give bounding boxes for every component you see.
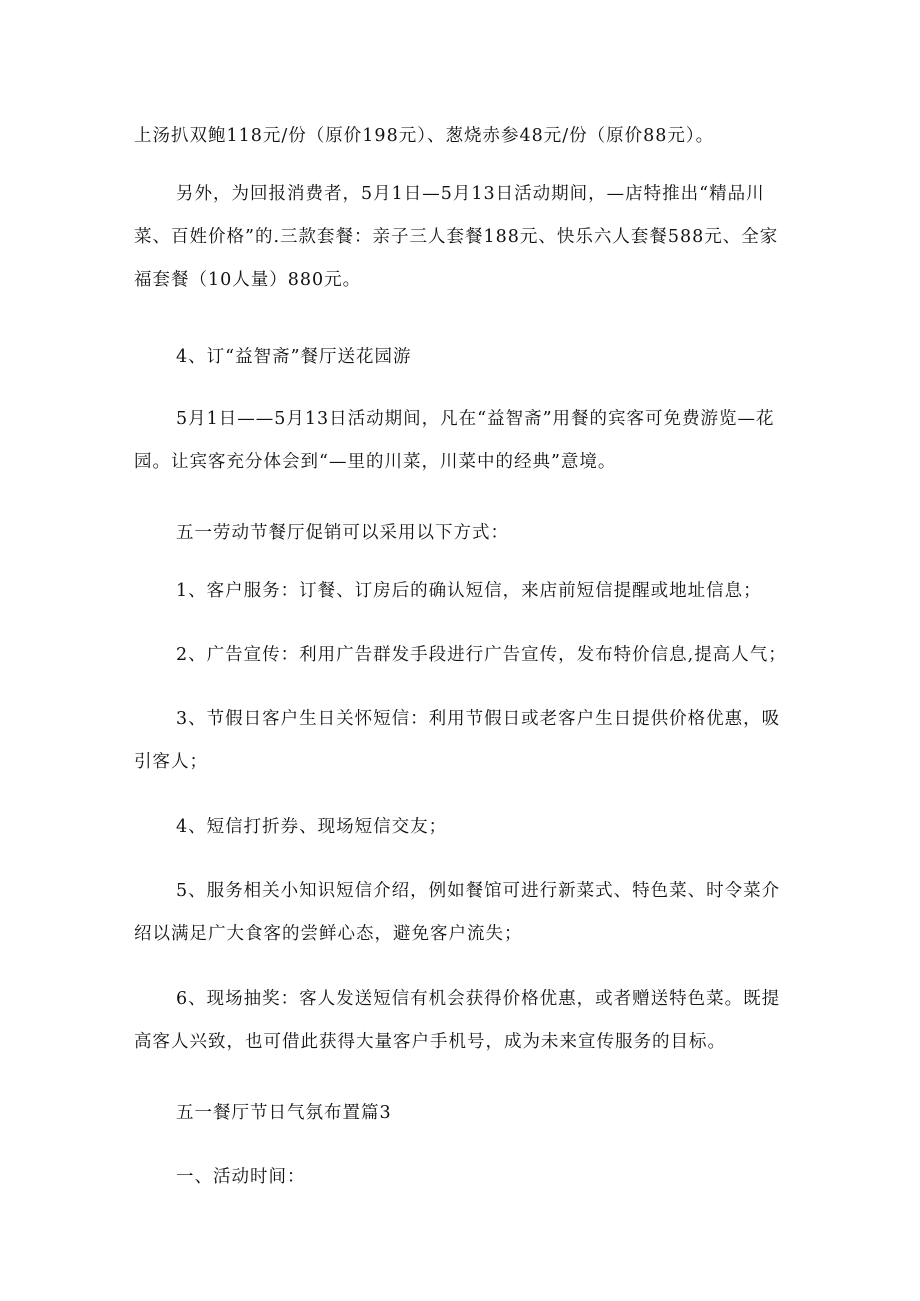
text-line: 一、活动时间： <box>176 1167 306 1187</box>
list-item-advertising <box>134 634 787 677</box>
section-heading-part3 <box>134 1092 784 1135</box>
text-line: 4、订“益智斋”餐厅送花园游 <box>176 347 412 367</box>
list-item-lottery <box>134 978 784 1064</box>
text-line: 5月1日——5月13日活动期间，凡在“益智斋”用餐的宾客可免费游览—花 <box>176 409 775 429</box>
text-line: 1、客户服务：订餐、订房后的确认短信，来店前短信提醒或地址信息； <box>176 581 762 601</box>
text-line: 高客人兴致，也可借此获得大量客户手机号，成为未来宣传服务的目标。 <box>134 1032 726 1052</box>
text-line: 6、现场抽奖：客人发送短信有机会获得价格优惠，或者赠送特色菜。既提 <box>176 989 781 1009</box>
text-line: 另外，为回报消费者，5月1日—5月13日活动期间，—店特推出“精品川 <box>176 184 765 204</box>
text-line: 绍以满足广大食客的尝鲜心态，避免客户流失； <box>134 924 523 944</box>
paragraph-promotion-intro <box>134 512 784 555</box>
text-line: 福套餐（10人量）880元。 <box>134 270 362 290</box>
text-line: 4、短信打折券、现场短信交友； <box>176 817 448 837</box>
text-line: 五一劳动节餐厅促销可以采用以下方式： <box>176 523 509 543</box>
paragraph-garden-tour <box>134 398 784 484</box>
text-line: 上汤扒双鲍118元/份（原价198元）、葱烧赤参48元/份（原价88元）。 <box>134 126 715 146</box>
list-item-holiday-care <box>134 698 784 784</box>
text-line: 五一餐厅节日气氛布置篇3 <box>176 1103 392 1123</box>
text-line: 2、广告宣传：利用广告群发手段进行广告宣传，发布特价信息,提高人气； <box>176 645 787 665</box>
paragraph-prices <box>134 115 784 158</box>
list-item-knowledge-sms <box>134 870 784 956</box>
list-item-customer-service <box>134 570 784 613</box>
text-line: 5、服务相关小知识短信介绍，例如餐馆可进行新菜式、特色菜、时令菜介 <box>176 881 781 901</box>
text-line: 菜、百姓价格”的.三款套餐：亲子三人套餐188元、快乐六人套餐588元、全家 <box>134 227 779 247</box>
section-heading-garden-tour <box>134 336 784 379</box>
text-line: 引客人； <box>134 752 208 772</box>
list-item-coupons <box>134 806 784 849</box>
text-line: 园。让宾客充分体会到“—里的川菜，川菜中的经典”意境。 <box>134 452 617 472</box>
text-line: 3、节假日客户生日关怀短信：利用节假日或老客户生日提供价格优惠，吸 <box>176 709 781 729</box>
section-heading-activity-time <box>134 1156 784 1199</box>
paragraph-set-meals <box>134 173 784 302</box>
